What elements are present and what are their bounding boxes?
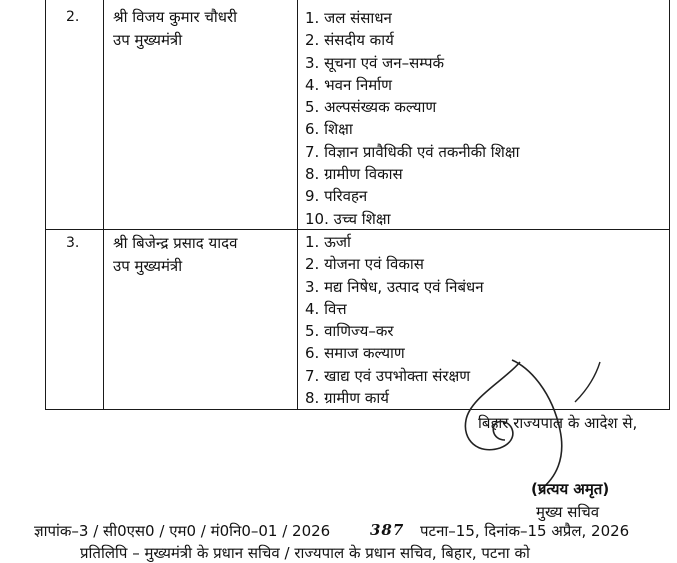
memo-reference: ज्ञापांक–3 / सी0एस0 / एम0 / मं0नि0–01 / 2026: [34, 522, 331, 540]
list-item: 1. ऊर्जा: [305, 233, 351, 251]
list-item: 2. संसदीय कार्य: [305, 31, 394, 50]
list-item: 7. खाद्य एवं उपभोक्ता संरक्षण: [305, 366, 471, 385]
signatory-title: मुख्य सचिव: [536, 503, 600, 521]
signatory-name: (प्रत्यय अमृत): [531, 480, 610, 498]
copy-line: प्रतिलिपि – मुख्यमंत्री के प्रधान सचिव / राज्यपाल के प्रधान सचिव, बिहार, पटना को: [80, 544, 530, 562]
list-item: 9. परिवहन: [305, 187, 368, 206]
handwritten-number: 387: [370, 521, 405, 539]
list-item: 3. मद्य निषेध, उत्पाद एवं निबंधन: [305, 277, 484, 296]
list-item: 5. अल्पसंख्यक कल्याण: [305, 98, 437, 117]
list-item: 6. समाज कल्याण: [305, 344, 405, 363]
list-item: 8. ग्रामीण कार्य: [305, 389, 389, 408]
list-item: 7. विज्ञान प्रावैधिकी एवं तकनीकी शिक्षा: [305, 142, 520, 161]
list-item: 8. ग्रामीण विकास: [305, 165, 403, 184]
minister-name: श्री विजय कुमार चौधरी: [113, 8, 238, 26]
list-item: 1. जल संसाधन: [305, 9, 392, 27]
row-serial: 3.: [66, 235, 80, 251]
list-item: 5. वाणिज्य–कर: [305, 322, 394, 341]
list-item: 2. योजना एवं विकास: [305, 255, 424, 274]
minister-designation: उप मुख्यमंत्री: [113, 31, 183, 49]
minister-name: श्री बिजेन्द्र प्रसाद यादव: [113, 234, 238, 252]
list-item: 6. शिक्षा: [305, 120, 353, 139]
list-item: 4. भवन निर्माण: [305, 75, 392, 94]
row-serial: 2.: [66, 9, 80, 25]
list-item: 3. सूचना एवं जन–सम्पर्क: [305, 53, 445, 72]
memo-place-date: पटना–15, दिनांक–15 अप्रैल, 2026: [420, 522, 630, 540]
minister-designation: उप मुख्यमंत्री: [113, 257, 183, 275]
order-line: बिहार राज्यपाल के आदेश से,: [478, 414, 638, 432]
list-item: 4. वित्त: [305, 299, 347, 318]
list-item: 10. उच्च शिक्षा: [305, 209, 391, 228]
